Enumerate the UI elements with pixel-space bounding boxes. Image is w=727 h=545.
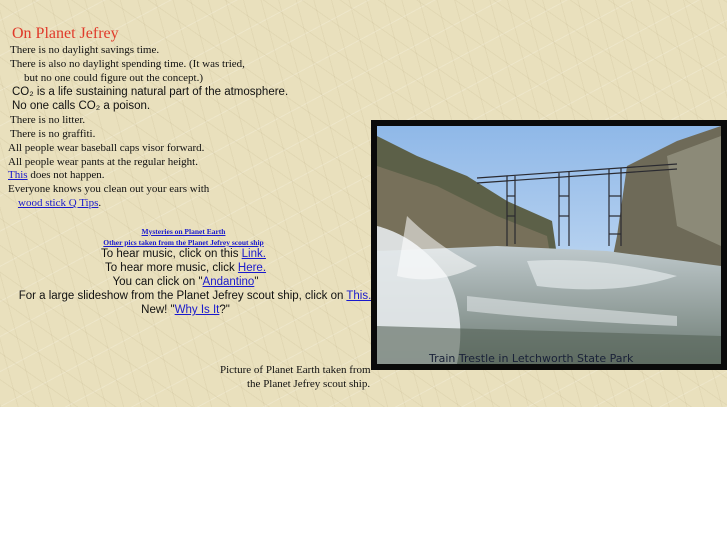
photo-description-line2: the Planet Jefrey scout ship. bbox=[247, 378, 371, 390]
page-title: On Planet Jefrey bbox=[12, 25, 119, 42]
fact-line: but no one could figure out the concept.) bbox=[24, 72, 204, 84]
andantino-line bbox=[0, 276, 371, 288]
andantino-post: " bbox=[254, 276, 259, 288]
photo-description-line1: Picture of Planet Earth taken from bbox=[220, 364, 371, 376]
this-link[interactable]: This bbox=[8, 169, 28, 181]
trestle-photo[interactable] bbox=[377, 126, 721, 364]
this-line-text: does not happen. bbox=[27, 169, 105, 181]
this-line bbox=[8, 169, 105, 181]
music-line-text: To hear music, click on this bbox=[101, 248, 242, 260]
fact-line: There is also no daylight spending time. (It was tried, bbox=[10, 58, 245, 70]
photo-frame bbox=[371, 120, 727, 370]
fact-line: All people wear pants at the regular height. bbox=[8, 156, 198, 168]
more-music-text: To hear more music, click bbox=[104, 262, 238, 274]
trestle-photo-image bbox=[377, 126, 721, 364]
other-pics-link[interactable]: Other pics taken from the Planet Jefrey scout ship bbox=[103, 238, 264, 247]
photo-caption: Train Trestle in Letchworth State Park bbox=[429, 352, 634, 365]
more-music-line bbox=[0, 262, 371, 274]
music-line bbox=[0, 248, 367, 260]
mysteries-row bbox=[0, 227, 367, 236]
slideshow-text: For a large slideshow from the Planet Jefrey scout ship, click on bbox=[18, 290, 347, 302]
ears-line: Everyone knows you clean out your ears with bbox=[8, 183, 210, 195]
more-music-link[interactable]: Here. bbox=[237, 262, 267, 274]
new-pre: New! " bbox=[141, 304, 175, 316]
fact-line: There is no daylight savings time. bbox=[10, 44, 160, 56]
qtips-line-text: . bbox=[98, 197, 102, 209]
mysteries-link[interactable]: Mysteries on Planet Earth bbox=[141, 227, 226, 236]
qtips-link[interactable]: wood stick Q Tips bbox=[18, 197, 99, 209]
slideshow-line bbox=[0, 290, 390, 302]
fact-line: All people wear baseball caps visor forward. bbox=[8, 142, 205, 154]
slideshow-link[interactable]: This. bbox=[346, 290, 372, 302]
andantino-link[interactable]: Andantino bbox=[202, 276, 255, 288]
new-post: ?" bbox=[219, 304, 230, 316]
other-pics-row bbox=[0, 238, 367, 247]
andantino-pre: You can click on " bbox=[112, 276, 203, 288]
music-link[interactable]: Link. bbox=[241, 248, 266, 260]
qtips-line bbox=[18, 197, 101, 209]
fact-line: No one calls CO₂ a poison. bbox=[12, 100, 151, 112]
why-is-it-link[interactable]: Why Is It bbox=[174, 304, 220, 316]
fact-line: There is no litter. bbox=[10, 114, 86, 126]
fact-line: There is no graffiti. bbox=[10, 128, 96, 140]
new-line bbox=[0, 304, 371, 316]
fact-line: CO₂ is a life sustaining natural part of the atmosphere. bbox=[12, 86, 289, 98]
